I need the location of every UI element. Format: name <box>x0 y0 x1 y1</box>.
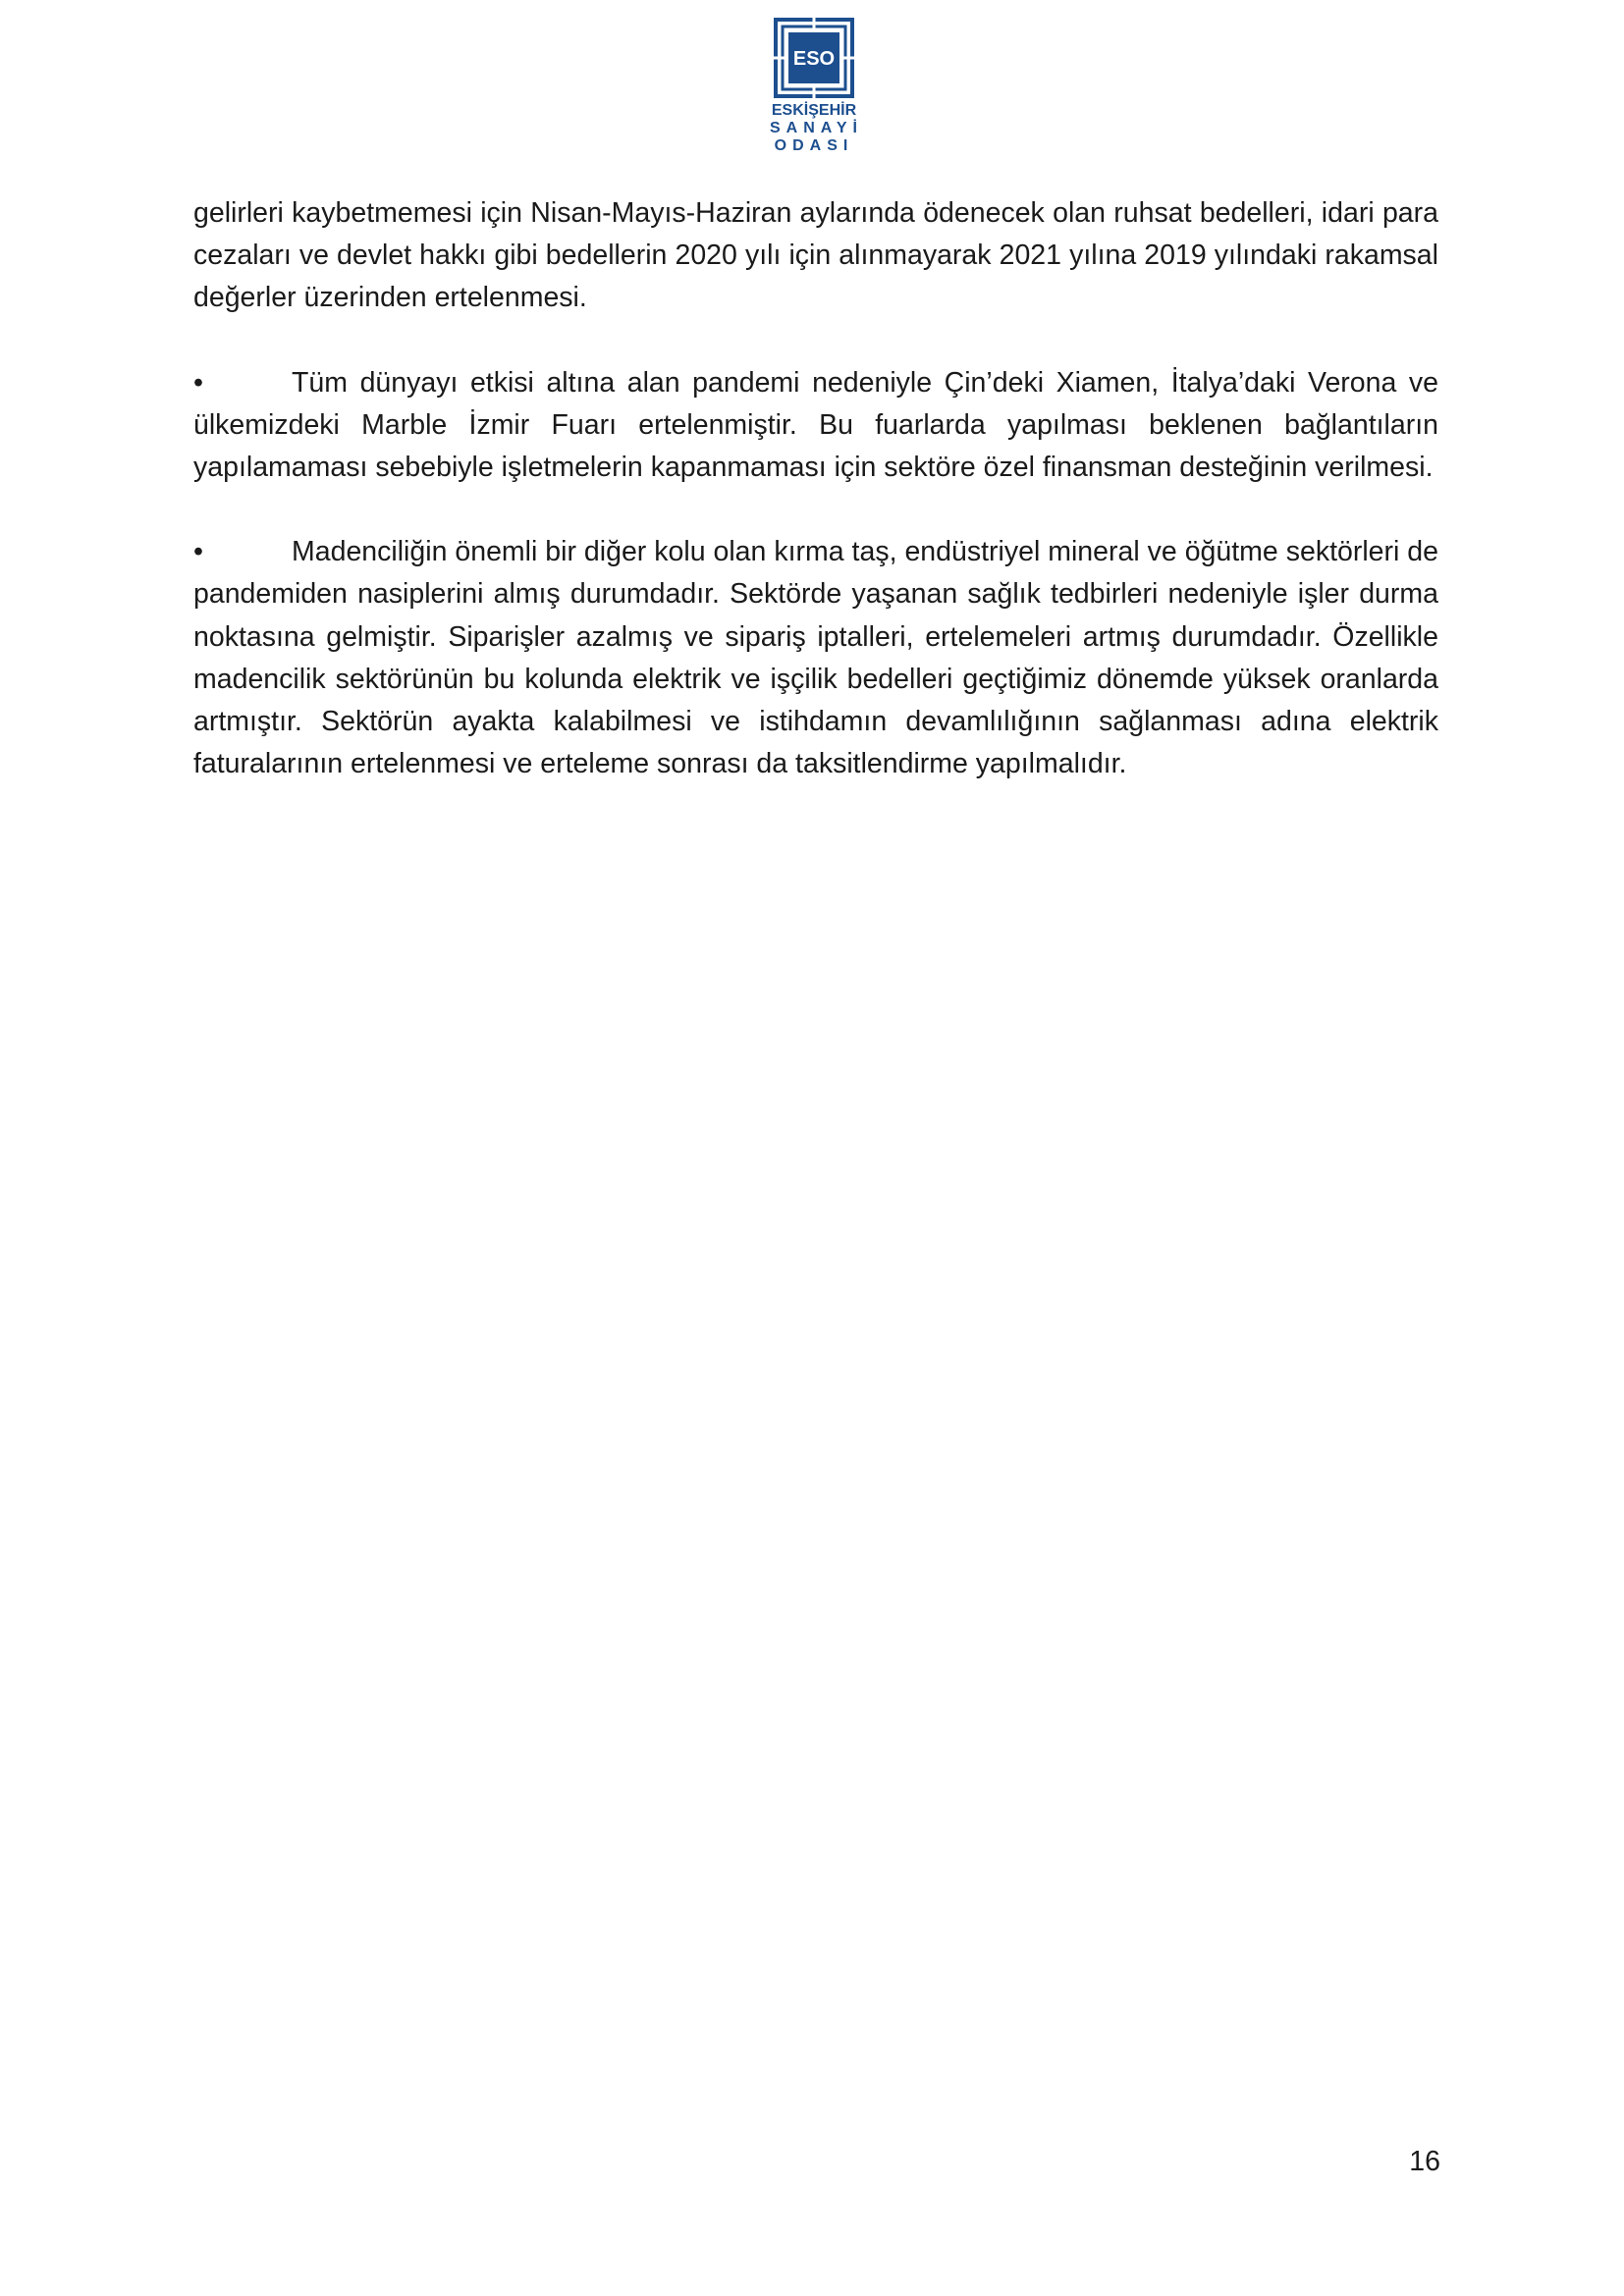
bullet-2: • <box>193 366 203 399</box>
paragraph-3-text: Madenciliğin önemli bir diğer kolu olan kırma taş, endüstriyel mineral ve öğütme sektörleri de pandemiden nasiplerini almış durumdadır. Sektörde yaşanan sağlık tedbirleri nedeniyle işler durma noktasına gelmiştir. Siparişler azalmış ve sipariş iptalleri, ertelemeleri artmış durumdadır. Özellikle madencilik sektörünün bu kolunda elektrik ve işçilik bedelleri geçtiğimiz dönemde yüksek oranlarda artmıştır. Sektörün ayakta kalabilmesi ve istihdamın devamlılığının sağlanması adına elektrik faturalarının ertelenmesi ve erteleme sonrası da taksitlendirme yapılmalıdır. <box>193 536 1438 780</box>
logo-line-1: ESKİŞEHİR <box>771 102 857 119</box>
logo-line-3: ODASI <box>774 137 854 154</box>
paragraph-1-text: gelirleri kaybetmemesi için Nisan-Mayıs-Haziran aylarında ödenecek olan ruhsat bedelleri, idari para cezaları ve devlet hakkı gibi bedellerin 2020 yılı için alınmayarak 2021 yılına 2019 yılındaki rakamsal değerler üzerinden ertelenmesi. <box>193 197 1438 314</box>
eso-logo-mark-icon <box>774 18 854 98</box>
eso-logo <box>770 18 863 155</box>
page-number: 16 <box>1409 2146 1440 2177</box>
paragraph-3 <box>193 531 1438 785</box>
paragraph-2-text: Tüm dünyayı etkisi altına alan pandemi nedeniyle Çin’deki Xiamen, İtalya’daki Verona ve ülkemizdeki Marble İzmir Fuarı ertelenmiştir. Bu fuarlarda yapılması beklenen bağlantıların yapılamaması sebebiyle işletmelerin kapanmaması için sektöre özel finansman desteğinin verilmesi. <box>193 366 1438 484</box>
paragraph-2 <box>193 362 1438 490</box>
document-body <box>193 192 1438 828</box>
paragraph-1 <box>193 192 1438 320</box>
logo-line-2: SANAYİ <box>770 120 863 136</box>
logo-mark-text: ESO <box>792 48 836 70</box>
bullet-3: • <box>193 536 203 568</box>
